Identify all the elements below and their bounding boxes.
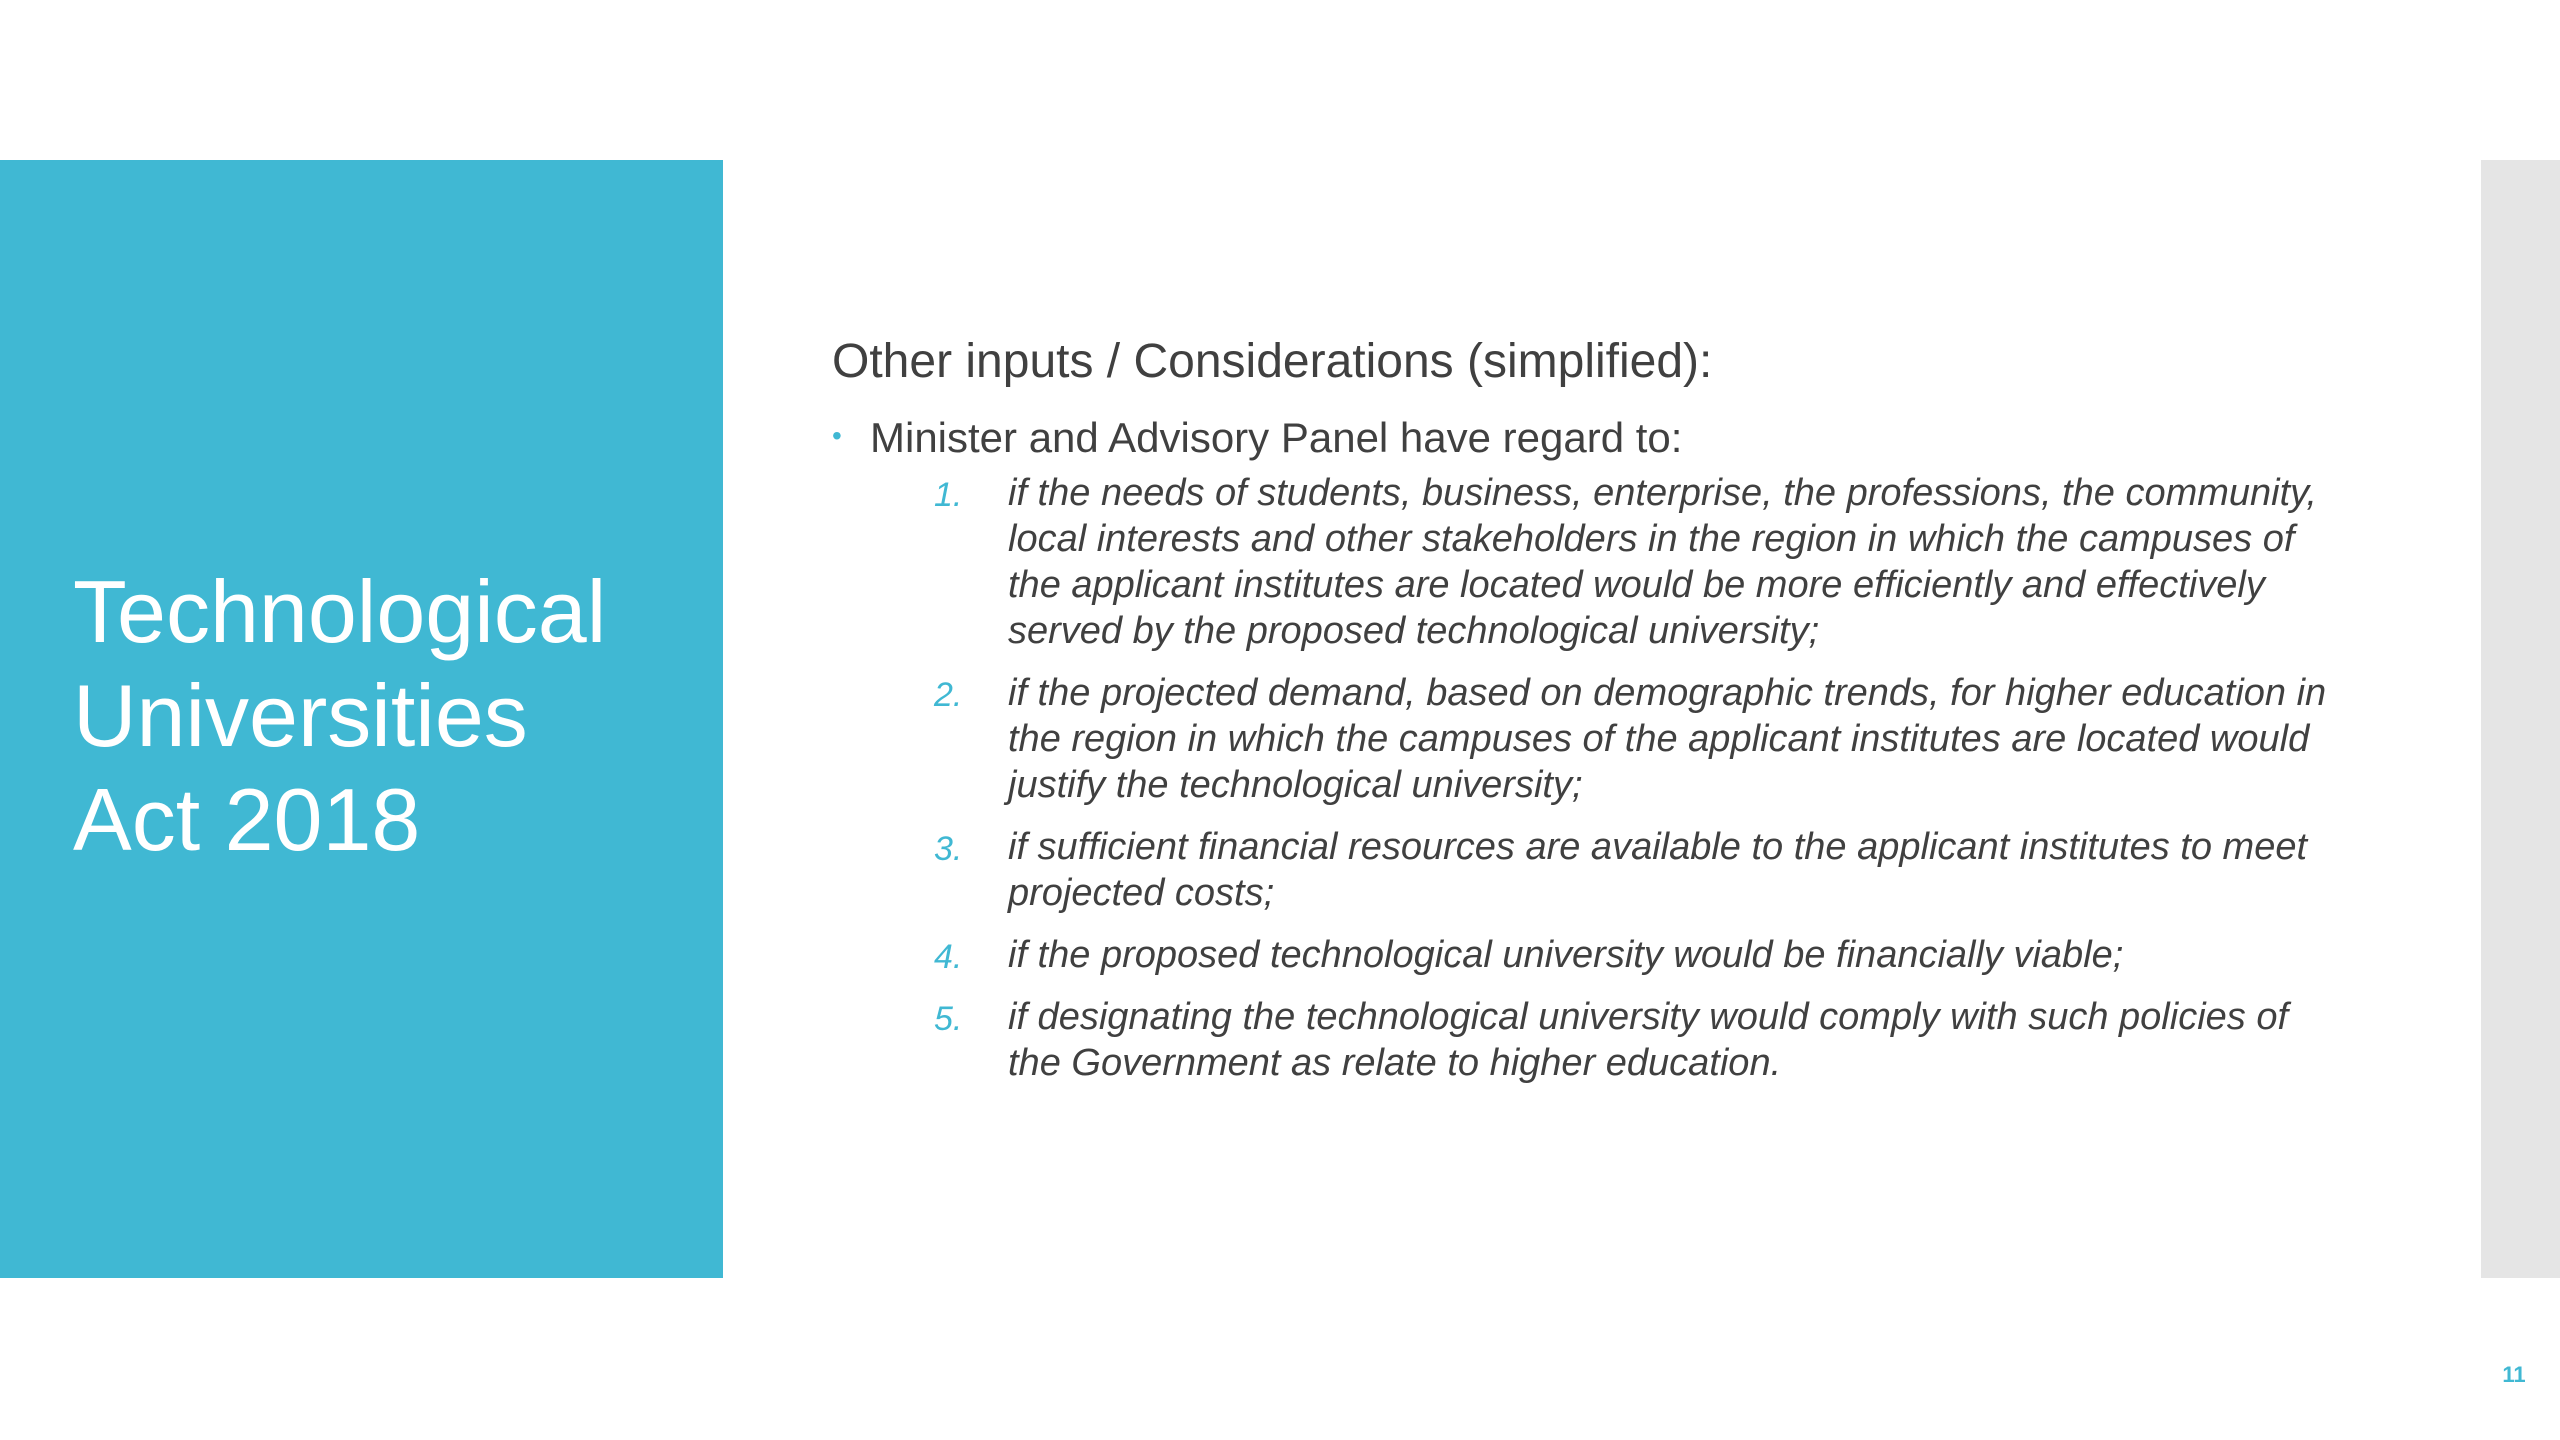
list-item bbox=[832, 470, 2332, 654]
list-item-text: if the needs of students, business, enterprise, the professions, the community, local interests and other stakeholders in the region in which the campuses of the applicant institutes are located would be more efficiently and effectively served by the proposed technological university; bbox=[1008, 472, 2317, 652]
list-marker: 3. bbox=[934, 830, 963, 868]
section-heading: Other inputs / Considerations (simplified): bbox=[832, 335, 1713, 388]
list-item-text: if designating the technological university would comply with such policies of the Government as relate to higher education. bbox=[1008, 996, 2289, 1084]
list-item-text: if the projected demand, based on demographic trends, for higher education in the region in which the campuses of the applicant institutes are located would justify the technological university; bbox=[1008, 672, 2327, 806]
list-marker: 5. bbox=[934, 1000, 963, 1038]
title-line: Technological bbox=[73, 562, 607, 661]
list-item bbox=[832, 994, 2332, 1086]
bullet-text: Minister and Advisory Panel have regard to: bbox=[870, 414, 1683, 461]
title-line: Act 2018 bbox=[73, 770, 421, 869]
list-item-text: if sufficient financial resources are available to the applicant institutes to meet projected costs; bbox=[1008, 826, 2308, 914]
list-item-text: if the proposed technological university would be financially viable; bbox=[1008, 934, 2124, 976]
list-item bbox=[832, 670, 2332, 808]
right-accent-bar bbox=[2481, 160, 2560, 1278]
list-item bbox=[832, 932, 2332, 978]
bullet-dot-icon: • bbox=[832, 420, 842, 451]
title-line: Universities bbox=[73, 666, 528, 765]
list-marker: 1. bbox=[934, 476, 963, 514]
page-number: 11 bbox=[2502, 1362, 2526, 1387]
list-item bbox=[832, 824, 2332, 916]
slide-title bbox=[73, 560, 693, 872]
numbered-list bbox=[832, 470, 2332, 1086]
bullet-item bbox=[832, 408, 2332, 468]
list-marker: 4. bbox=[934, 938, 963, 976]
slide-body bbox=[832, 326, 2332, 1102]
list-marker: 2. bbox=[934, 676, 963, 714]
